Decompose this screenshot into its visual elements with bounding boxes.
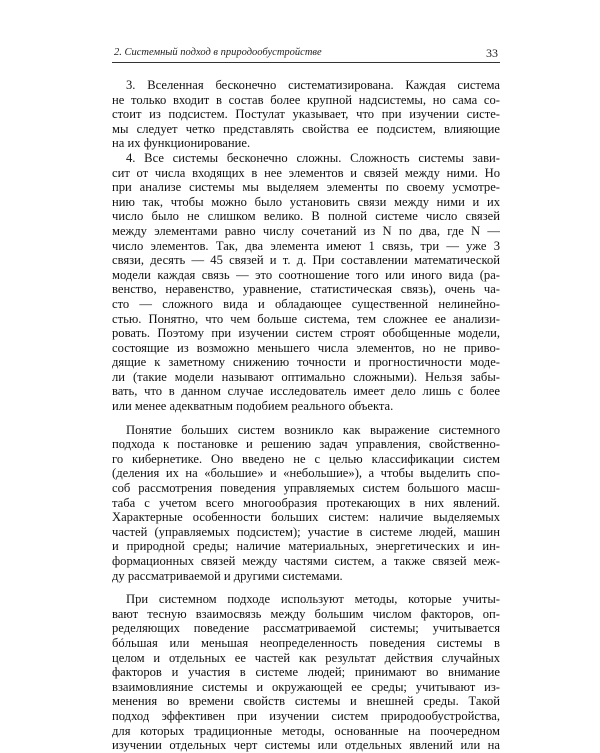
text-line: нию так, чтобы можно было установить связи между ними и их: [112, 194, 500, 209]
text-line: или менее адекватным подобием реального объекта.: [112, 399, 394, 414]
text-line: подхода к постановке и решению задач управления, свойственно-: [112, 437, 500, 452]
text-line: мы следует четко представлять свойства ее подсистем, влияющие: [112, 121, 500, 136]
text-line: ровать. Поэтому при изучении систем строят обобщенные модели,: [112, 326, 500, 341]
running-head: [112, 46, 500, 64]
text-line: изучении отдельных черт системы или отдельных явлений или на: [112, 738, 500, 753]
text-line: частей (управляемых подсистем); участие в системе людей, машин: [112, 524, 500, 539]
text-line: и природной среды; наличие материальных, энергетических и ин-: [112, 539, 500, 554]
text-line: венство, неравенство, уравнение, статистическая связь), очень ча-: [112, 282, 500, 297]
text-line: таба с учетом всего многообразия протекающих в них явлений.: [112, 495, 500, 510]
running-title: 2. Системный подход в природообустройстве: [114, 47, 322, 58]
text-line: между элементами равно числу сочетаний из N по два, где N —: [112, 223, 500, 238]
text-line: 4. Все системы бесконечно сложны. Сложность системы зави-: [126, 150, 500, 165]
text-line: стью. Понятно, что чем больше система, тем сложнее ее анализи-: [112, 311, 500, 326]
text-line: Характерные особенности больших систем: наличие выделяемых: [112, 510, 500, 525]
text-line: го кибернетике. Оно введено не с целью классификации систем: [112, 451, 500, 466]
text-line: соб рассмотрения поведения управляемых систем большого масш-: [112, 481, 500, 496]
text-line: менения во времени свойств системы и внешней среды. Такой: [112, 694, 500, 709]
text-line: дящие к заметному снижению точности и прогностичности моде-: [112, 355, 500, 370]
text-line: Понятие больших систем возникло как выражение системного: [126, 422, 500, 437]
text-line: формационных связей между частями систем, а также связей меж-: [112, 554, 500, 568]
text-line: число элементов. Так, два элемента имеют 1 связь, три — уже 3: [112, 238, 500, 253]
text-line: связи, десять — 45 связей и т. д. При составлении математической: [112, 253, 500, 268]
paragraph: [112, 592, 500, 753]
text-line: бóльшая или меньшая неопределенность поведения системы в: [112, 635, 500, 650]
text-line: (деления их на «большие» и «небольшие»), а чтобы выделить спо-: [112, 466, 500, 481]
text-line: число было не слишком велико. В полной системе число связей: [112, 209, 500, 224]
text-line: ду рассматриваемой и другими системами.: [112, 568, 343, 583]
paragraph: [112, 78, 500, 414]
text-line: стоит из подсистем. Постулат указывает, что при изучении систе-: [112, 107, 500, 122]
text-line: на их функционирование.: [112, 136, 251, 151]
text-line: не только входит в состав более крупной надсистемы, но сама со-: [112, 92, 500, 107]
text-line: целом и отдельных ее частей как результат действия случайных: [112, 650, 500, 665]
text-line: для которых традиционные методы, основанные на поочередном: [112, 723, 500, 738]
body-text: [112, 78, 500, 753]
text-line: сто — сложного вида и обладающее существенной нелинейно-: [112, 296, 500, 311]
text-line: подход эффективен при изучении систем природообустройства,: [112, 708, 500, 723]
page-number: 33: [486, 46, 498, 60]
text-line: вать, что в данном случае исследователь имеет дело лишь с более: [112, 384, 500, 399]
text-line: сит от числа входящих в нее элементов и связей между ними. Но: [112, 165, 500, 180]
text-line: 3. Вселенная бесконечно систематизирована. Каждая система: [126, 78, 500, 92]
text-line: ределяющих поведение рассматриваемой системы; учитывается: [112, 621, 500, 636]
text-line: состоящие из возможно меньшего числа элементов, но не приво-: [112, 340, 500, 355]
text-line: модели каждая связь — это соотношение того или иного вида (ра-: [112, 267, 500, 282]
text-line: факторов и участия в системе людей; принимают во внимание: [112, 665, 500, 680]
text-line: при анализе системы мы выделяем элементы по своему усмотре-: [112, 180, 500, 195]
text-line: взаимовлияние системы и окружающей ее среды; учитывают из-: [112, 679, 500, 694]
text-line: При системном подходе используют методы, которые учиты-: [126, 592, 500, 607]
text-line: вают тесную взаимосвязь между большим числом факторов, оп-: [112, 606, 500, 621]
header-rule: [112, 62, 500, 63]
paragraph: [112, 423, 500, 584]
text-line: ли (такие модели называют оптимально сложными). Нельзя забы-: [112, 369, 500, 384]
